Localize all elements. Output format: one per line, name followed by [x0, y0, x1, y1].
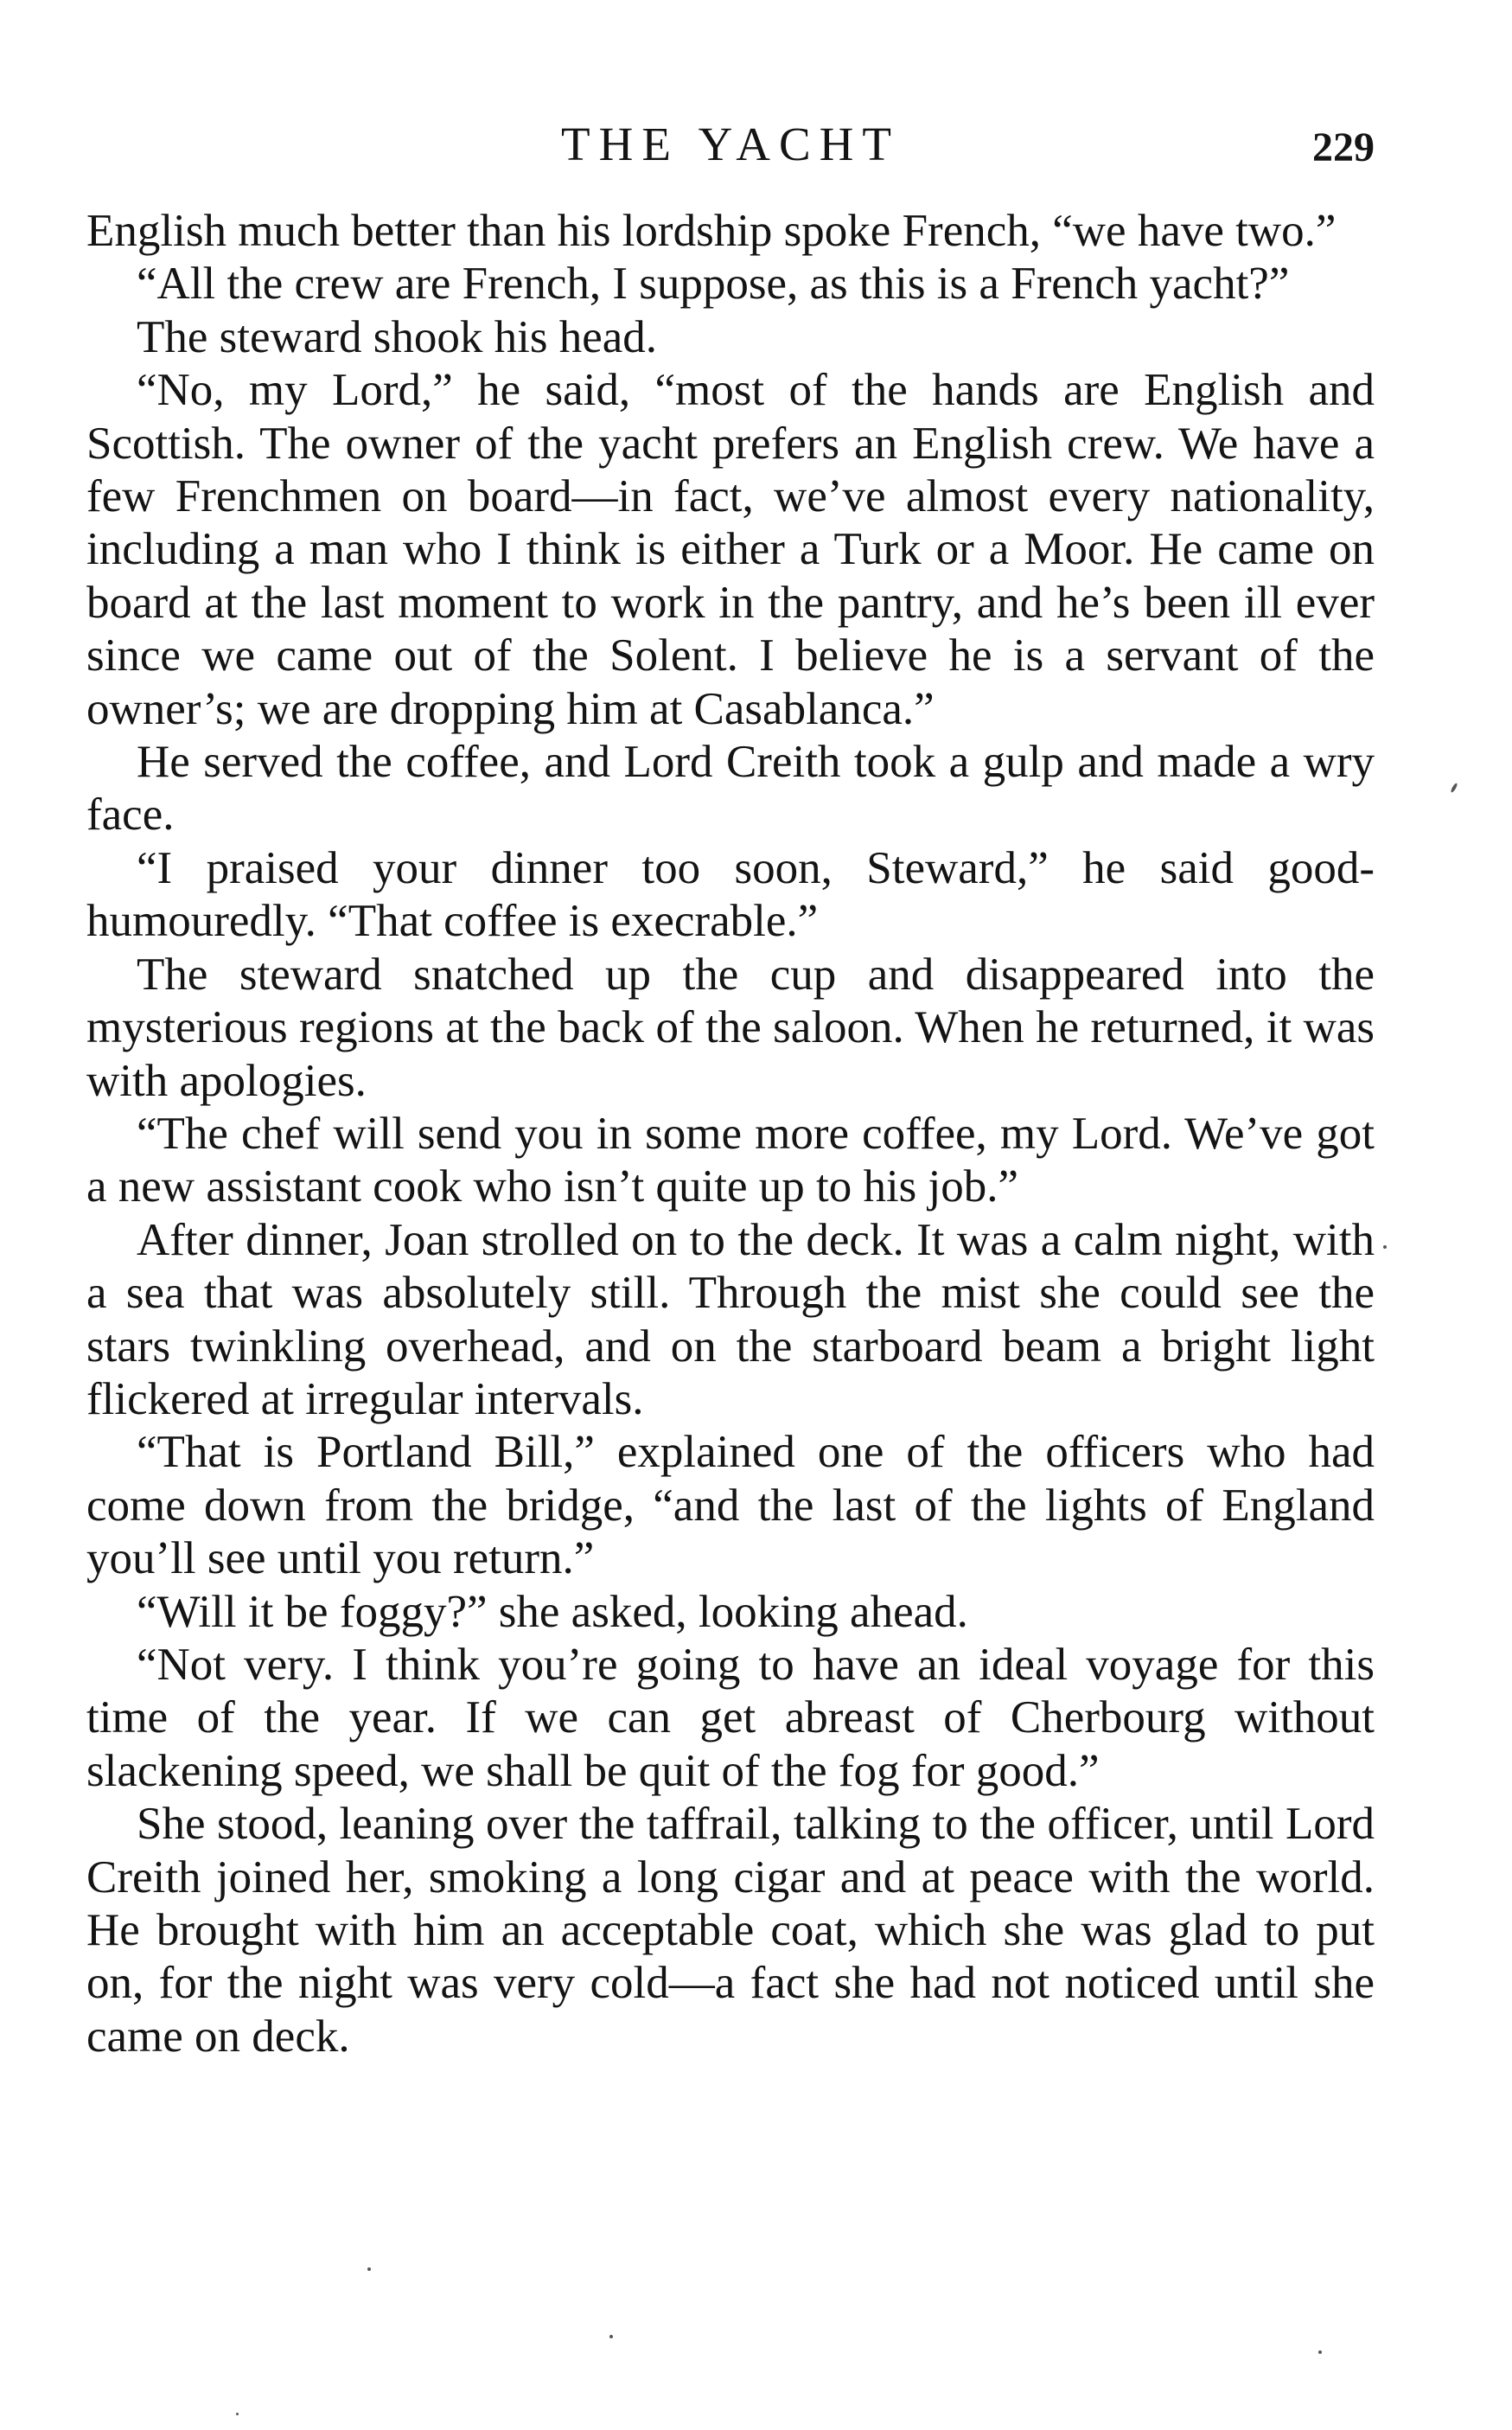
running-title: THE YACHT — [561, 118, 900, 170]
paragraph: “No, my Lord,” he said, “most of the hands are English and Scottish. The owner of the yacht prefers an English crew. We have a few Frenchmen on board—in fact, we’ve almost every nationality, including a man who I think is either a Turk or a Moor. He came on board at the last moment to work in the pantry, and he’s been ill ever since we came out of the Solent. I believe he is a servant of the owner’s; we are dropping him at Casablanca.” — [86, 365, 1375, 734]
scan-speck — [1450, 783, 1458, 793]
paragraph: He served the coffee, and Lord Creith took a gulp and made a wry face. — [86, 737, 1375, 841]
body-text — [86, 205, 1375, 2063]
paragraph: “I praised your dinner too soon, Steward,” he said good-humouredly. “That coffee is execrable.” — [86, 842, 1375, 947]
paragraph: “That is Portland Bill,” explained one of the officers who had come down from the bridge, “and the last of the lights of England you’ll see until you return.” — [86, 1427, 1375, 1584]
paragraph: English much better than his lordship spoke French, “we have two.” — [86, 206, 1337, 256]
paragraph: She stood, leaning over the taffrail, talking to the officer, until Lord Creith joined her, smoking a long cigar and at peace with the world. He brought with him an acceptable coat, which she was glad to put on, for the night was very cold—a fact she had not noticed until she came on deck. — [86, 1799, 1375, 2062]
paragraph: The steward shook his head. — [137, 311, 657, 362]
page-header — [86, 114, 1375, 175]
paragraph: The steward snatched up the cup and disappeared into the mysterious regions at the back of the saloon. When he returned, it was with apologies. — [86, 949, 1375, 1106]
paragraph: “Will it be foggy?” she asked, looking ahead. — [137, 1586, 968, 1637]
scan-speck — [1318, 2350, 1322, 2354]
page-number: 229 — [1312, 125, 1375, 170]
scan-speck — [609, 2335, 613, 2338]
paragraph: “All the crew are French, I suppose, as this is a French yacht?” — [137, 259, 1290, 310]
scan-speck — [1383, 1245, 1387, 1249]
scan-speck — [367, 2267, 371, 2271]
paragraph: “The chef will send you in some more coffee, my Lord. We’ve got a new assistant cook who isn’t quite up to his job.” — [86, 1108, 1375, 1212]
scan-speck — [236, 2413, 239, 2415]
paragraph: “Not very. I think you’re going to have an ideal voyage for this time of the year. If we can get abreast of Cherbourg without slackening speed, we shall be quit of the fog for good.” — [86, 1639, 1375, 1796]
paragraph: After dinner, Joan strolled on to the deck. It was a calm night, with a sea that was absolutely still. Through the mist she could see the stars twinkling overhead, and on the starboard beam a bright light flickered at irregular intervals. — [86, 1214, 1375, 1424]
